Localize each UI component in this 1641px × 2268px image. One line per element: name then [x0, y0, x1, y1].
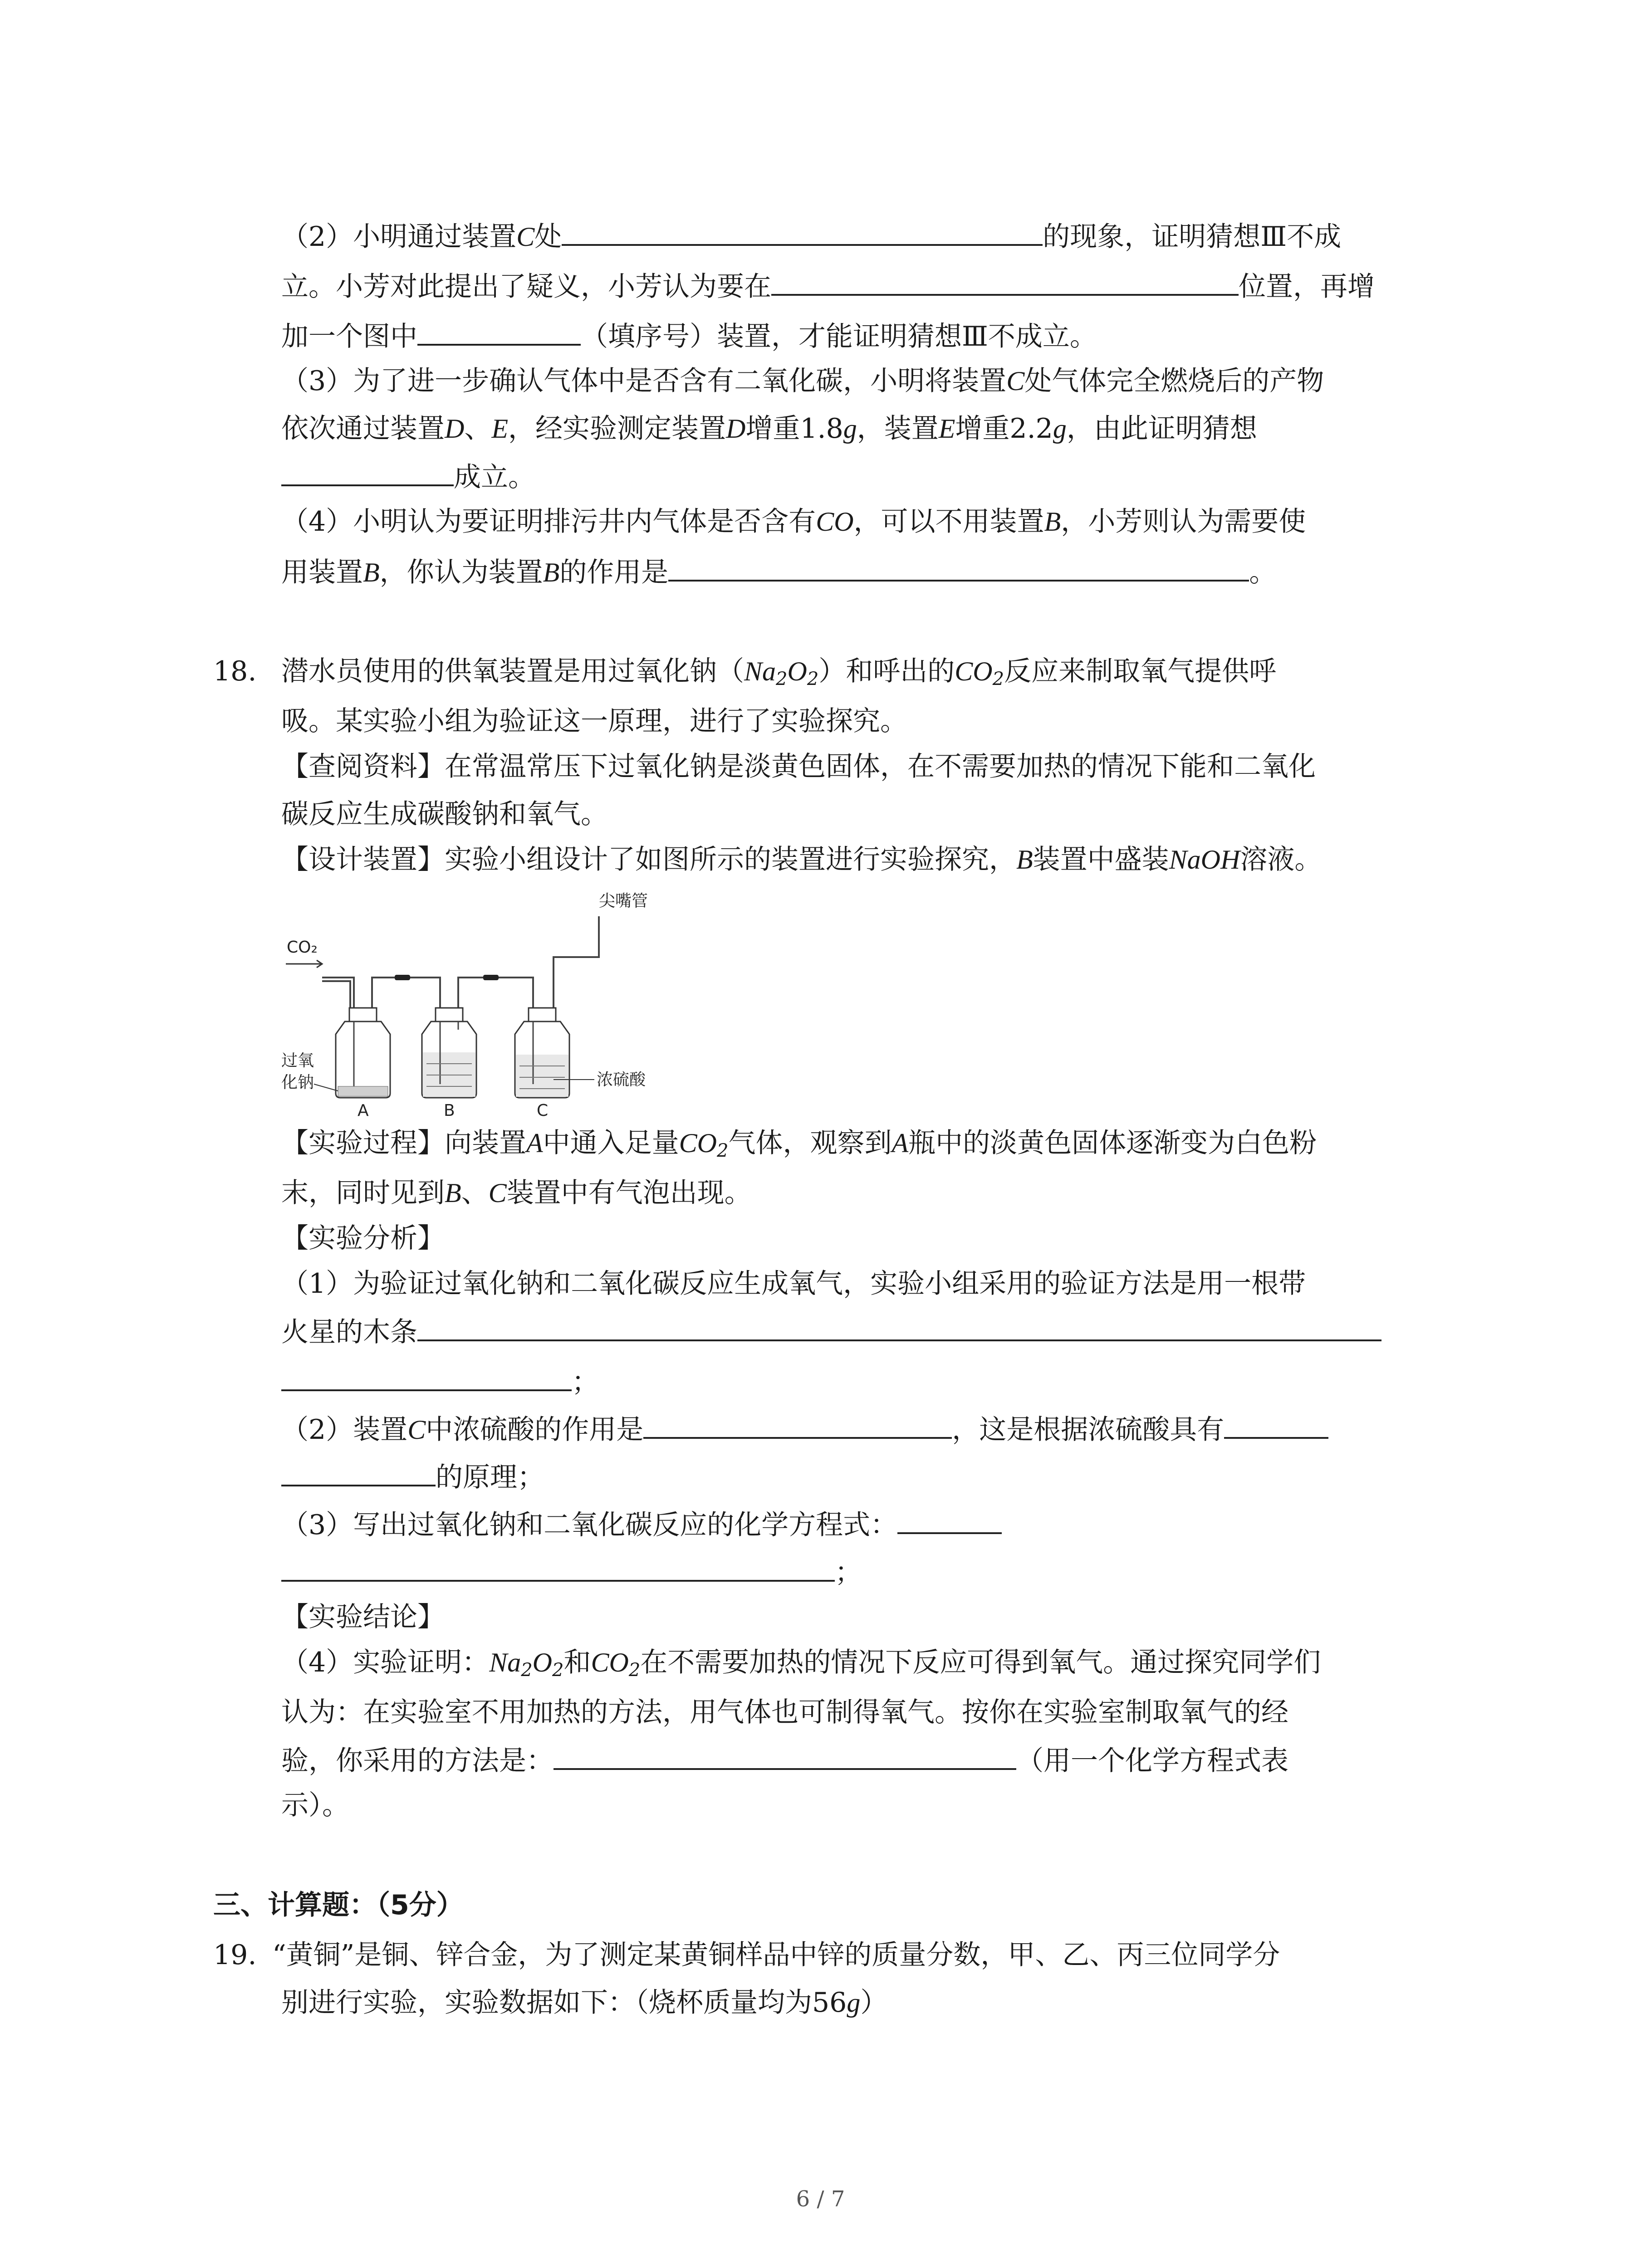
q19-line1: “黄铜”是铜、锌合金，为了测定某黄铜样品中锌的质量分数，甲、乙、丙三位同学分	[272, 1939, 1280, 1971]
answer-blank[interactable]	[771, 268, 1239, 296]
q18-line8: 【实验分析】	[281, 1222, 445, 1254]
q17-part4-line1: （4）小明认为要证明排污井内气体是否含有CO，可以不用装置B，小芳则认为需要使	[281, 506, 1306, 538]
q18-number: 18.	[213, 655, 257, 687]
q18-line19: 验，你采用的方法是： （用一个化学方程式表	[281, 1742, 1288, 1778]
page-number: 6 / 7	[796, 2186, 845, 2212]
co2-inlet-label: CO₂	[287, 938, 318, 957]
bottle-c	[515, 1008, 569, 1098]
q17-part4-line2: 用装置B，你认为装置B的作用是 。	[281, 553, 1276, 590]
q17-part3-line1: （3）为了进一步确认气体中是否含有二氧化碳，小明将装置C处气体完全燃烧后的产物	[281, 365, 1324, 397]
answer-blank[interactable]	[668, 553, 1249, 582]
inlet-arrow	[286, 960, 322, 968]
peroxide-pointer-line	[314, 1084, 338, 1091]
acid-label: 浓硫酸	[597, 1070, 646, 1089]
q18-line18: 认为：在实验室不用加热的方法，用气体也可制得氧气。按你在实验室制取氧气的经	[281, 1696, 1288, 1728]
q18-line1: 潜水员使用的供氧装置是用过氧化钠$(Na_2O_2)$和呼出的$CO_2$反应来制取氧气提供呼	[281, 655, 1277, 689]
answer-blank[interactable]	[417, 318, 581, 346]
q17-part2-line1: （2）小明通过装置C处 的现象，证明猜想Ⅲ不成	[281, 218, 1341, 254]
section-3-title: 三、计算题：（5分）	[213, 1889, 464, 1921]
answer-blank[interactable]	[562, 218, 1043, 246]
bottle-b	[422, 1008, 476, 1098]
q17-part2-line3: 加一个图中 （填序号）装置，才能证明猜想Ⅲ不成立。	[281, 318, 1097, 354]
connecting-tubes	[322, 916, 599, 1021]
answer-blank[interactable]	[417, 1313, 1381, 1341]
bottle-a-label: A	[358, 1101, 369, 1120]
answer-blank[interactable]	[1224, 1411, 1328, 1439]
q18-line10: 火星的木条	[281, 1313, 1381, 1349]
q18-line15: ；	[281, 1554, 862, 1590]
answer-blank[interactable]	[554, 1742, 1016, 1770]
bottle-b-label: B	[444, 1101, 455, 1120]
apparatus-figure	[281, 885, 735, 1120]
q18-line12: （2）装置C中浓硫酸的作用是 ，这是根据浓硫酸具有	[281, 1411, 1328, 1447]
q18-line3: 【查阅资料】在常温常压下过氧化钠是淡黄色固体，在不需要加热的情况下能和二氧化	[281, 751, 1316, 782]
q18-line9: （1）为验证过氧化钠和二氧化碳反应生成氧气，实验小组采用的验证方法是用一根带	[281, 1268, 1306, 1300]
q18-line4: 碳反应生成碳酸钠和氧气。	[281, 798, 608, 830]
q17-part3-line2: 依次通过装置D、E，经实验测定装置D增重1.8g，装置E增重2.2g，由此证明猜想	[281, 413, 1257, 445]
answer-blank[interactable]	[281, 1363, 572, 1391]
q18-line16: 【实验结论】	[281, 1601, 445, 1633]
answer-blank[interactable]	[643, 1411, 952, 1439]
q18-line2: 吸。某实验小组为验证这一原理，进行了实验探究。	[281, 705, 907, 737]
q18-line6: 【实验过程】向装置A中通入足量$CO_2$气体，观察到A瓶中的淡黄色固体逐渐变为白色粉	[281, 1127, 1317, 1161]
nozzle-label: 尖嘴管	[599, 892, 648, 910]
q18-line7: 末，同时见到B、C装置中有气泡出现。	[281, 1177, 752, 1209]
q18-line20: 示）。	[281, 1789, 349, 1821]
answer-blank[interactable]	[281, 1554, 835, 1582]
peroxide-label-2: 化钠	[281, 1073, 314, 1092]
answer-blank[interactable]	[897, 1506, 1002, 1534]
q18-line11: ；	[281, 1363, 599, 1399]
bottle-a	[336, 1008, 390, 1098]
q18-line13: 的原理；	[281, 1458, 544, 1495]
q19-number: 19.	[213, 1939, 257, 1971]
q17-part3-line3: 成立。	[281, 458, 535, 494]
answer-blank[interactable]	[281, 1458, 436, 1486]
q19-line2: 别进行实验，实验数据如下：（烧杯质量均为56g）	[281, 1987, 888, 2019]
peroxide-label-1: 过氧	[281, 1051, 314, 1070]
q18-line17: （4）实验证明：$Na_2O_2$和$CO_2$在不需要加热的情况下反应可得到氧气。通过探究同学们	[281, 1647, 1321, 1681]
bottle-c-label: C	[537, 1101, 549, 1120]
q18-line14: （3）写出过氧化钠和二氧化碳反应的化学方程式：	[281, 1506, 1002, 1542]
answer-blank[interactable]	[281, 458, 454, 486]
q18-line5: 【设计装置】实验小组设计了如图所示的装置进行实验探究，B装置中盛装NaOH溶液。	[281, 844, 1322, 875]
q17-part2-line2: 立。小芳对此提出了疑义，小芳认为要在 位置，再增	[281, 268, 1375, 304]
